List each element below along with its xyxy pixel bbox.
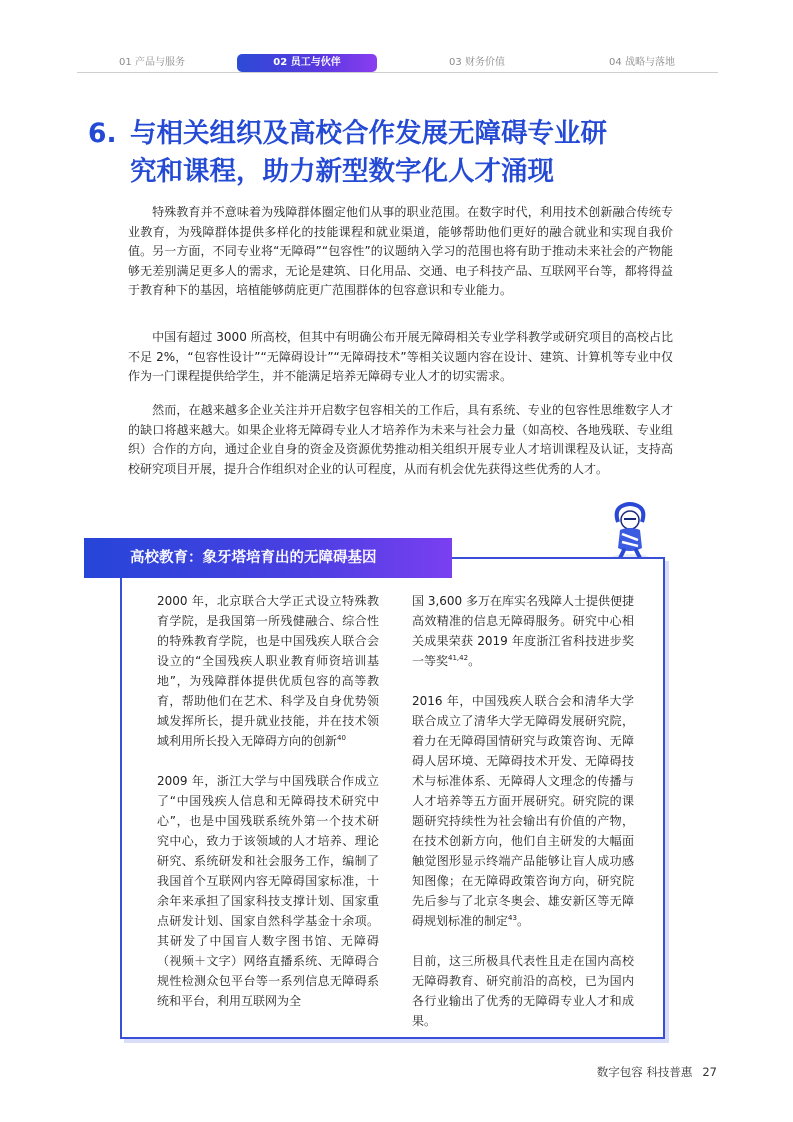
page-footer [597, 1064, 717, 1080]
tab-strategy-implementation[interactable]: 04 战略与落地 [609, 57, 675, 68]
info-paragraph-summary: 目前，这三所极具代表性且走在国内高校无障碍教育、研究前沿的高校，已为国内各行业输出了优秀的无障碍专业人才和成果。 [412, 954, 634, 1028]
info-paragraph-tsinghua: 2016 年，中国残疾人联合会和清华大学联合成立了清华大学无障碍发展研究院，着力在无障碍国情研究与政策咨询、无障碍人居环境、无障碍技术开发、无障碍技术与标准体系、无障碍人文理念的传播与人才培养等五方面开展研究。研究院的课题研究持续性为社会输出有价值的产物，在技术创新方向，他们自主研发的大幅面触觉图形显示终端产品能够让盲人成功感知图像；在无障碍政策咨询方向，研究院先后参与了北京冬奥会、雄安新区等无障碍规划标准的制定$^{43}$。 [412, 694, 634, 928]
info-paragraph-zhejiang-cont: 国 3,600 多万在库实名残障人士提供便捷高效精准的信息无障碍服务。研究中心相关成果荣获 2019 年度浙江省科技进步奖一等奖$^{41,42}$。 [412, 594, 634, 668]
tab-employees-partners[interactable]: 02 员工与伙伴 [237, 54, 377, 72]
top-navigation [77, 54, 718, 74]
body-paragraph-3: 然而，在越来越多企业关注并开启数字包容相关的工作后，具有系统、专业的包容性思维数字人才的缺口将越来越大。如果企业将无障碍专业人才培养作为未来与社会力量（如高校、各地残联、专业组织）合作的方向，通过企业自身的资金及资源优势推动相关组织开展专业人才培训课程及认证，支持高校研究项目开展，提升合作组织对企业的认可程度，从而有机会优先获得这些优秀的人才。 [128, 403, 673, 476]
info-paragraph-beijing-union: 2000 年，北京联合大学正式设立特殊教育学院，是我国第一所残健融合、综合性的特殊教育学院，也是中国残疾人联合会设立的“全国残疾人职业教育师资培训基地”，为残障群体提供优质包容的高等教育，帮助他们在艺术、科学及自身优势领域发挥所长，提升就业技能，并在技术领域利用所长投入无障碍方向的创新$^{40}$ [157, 594, 379, 748]
page-number: 27 [702, 1065, 717, 1079]
tab-products-services[interactable]: 01 产品与服务 [119, 57, 185, 68]
tab-financial-value[interactable]: 03 财务价值 [449, 57, 505, 68]
footnote-ref: 40 [337, 734, 346, 742]
footer-title: 数字包容 科技普惠 [596, 1065, 693, 1079]
heading-line-1: 与相关组织及高校合作发展无障碍专业研 [130, 118, 607, 149]
heading-line-2: 究和课程，助力新型数字化人才涌现 [130, 156, 554, 187]
info-box-title: 高校教育：象牙塔培育出的无障碍基因 [84, 538, 452, 578]
heading-number: 6. [88, 118, 117, 149]
info-box-left-column [157, 591, 379, 1031]
body-paragraph-1: 特殊教育并不意味着为残障群体圈定他们从事的职业范围。在数字时代，利用技术创新融合传统专业教育，为残障群体提供多样化的技能课程和就业渠道，能够帮助他们更好的融合就业和实现自我价值。另一方面，不同专业将“无障碍”“包容性”的议题纳入学习的范围也将有助于推动未来社会的产物能够无差别满足更多人的需求，无论是建筑、日化用品、交通、电子科技产品、互联网平台等，都将得益于教育种下的基因，培植能够荫庇更广范围群体的包容意识和专业能力。 [128, 205, 673, 297]
body-paragraph-2: 中国有超过 3000 所高校，但其中有明确公布开展无障碍相关专业学科教学或研究项目的高校占比不足 2%，“包容性设计”“无障碍设计”“无障碍技术”等相关议题内容在设计、建筑、计算机等专业中仅作为一门课程提供给学生，并不能满足培养无障碍专业人才的切实需求。 [128, 330, 673, 383]
info-paragraph-zhejiang: 2009 年，浙江大学与中国残联合作成立了“中国残疾人信息和无障碍技术研究中心”，也是中国残联系统外第一个技术研究中心，致力于该领域的人才培养、理论研究、系统研发和社会服务工作，编制了我国首个互联网内容无障碍国家标准，十余年来承担了国家科技支撑计划、国家重点研发计划、国家自然科学基金十余项。其研发了中国盲人数字图书馆、无障碍（视频＋文字）网络直播系统、无障碍合规性检测众包平台等一系列信息无障碍系统和平台，利用互联网为全 [157, 774, 379, 1008]
footnote-ref: 41,42 [448, 654, 469, 662]
nav-divider [77, 72, 718, 73]
info-box-right-column [412, 591, 634, 1051]
footnote-ref: 43 [508, 914, 517, 922]
section-heading [88, 115, 708, 191]
